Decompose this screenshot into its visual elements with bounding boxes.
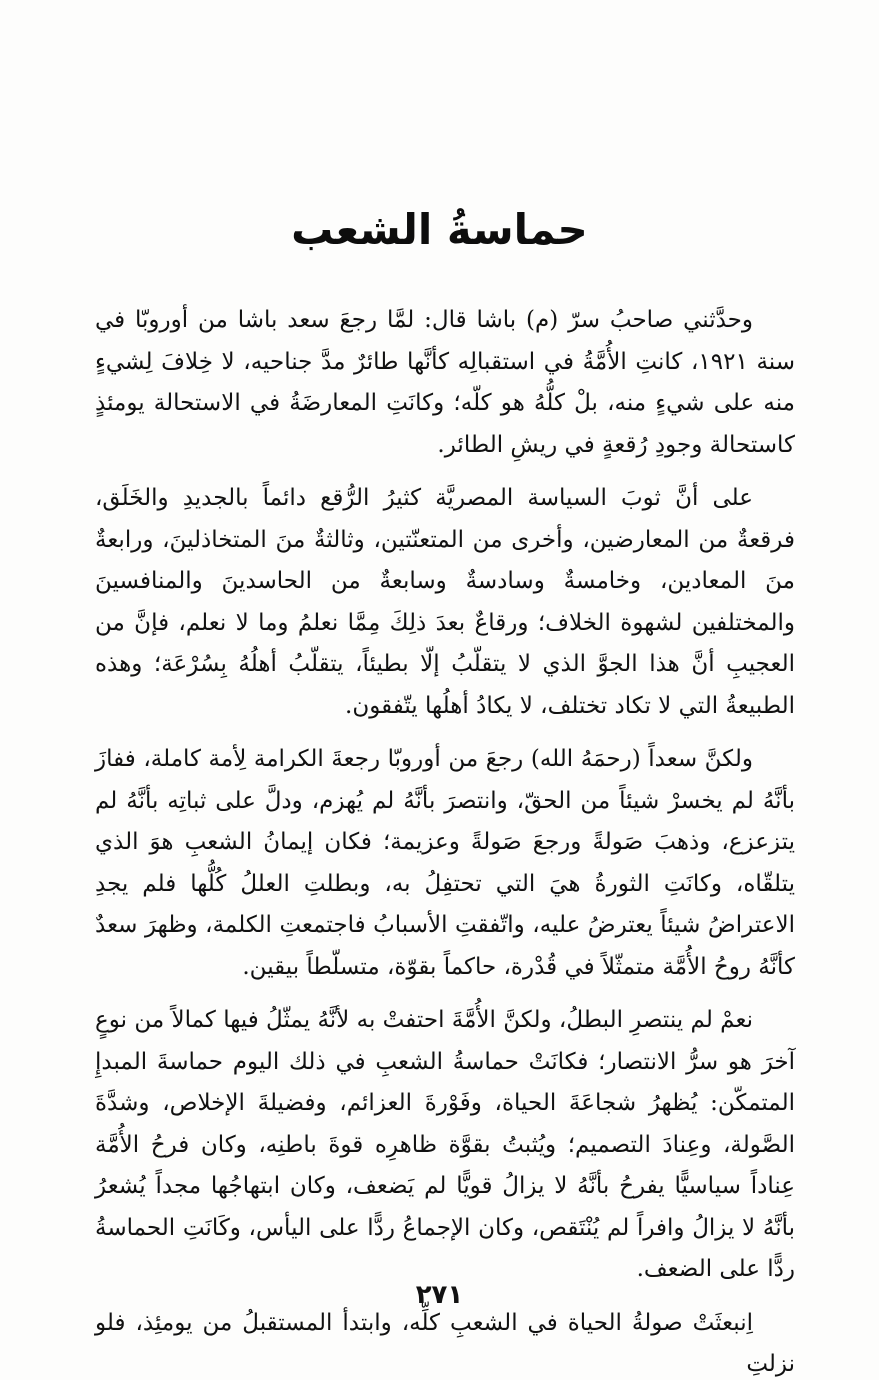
paragraph-2: على أنَّ ثوبَ السياسة المصريَّة كثيرُ الرُّقع دائماً بالجديدِ والخَلَق، فرقعةٌ من المعارضين، وأخرى من المتعنّتين، وثالثةٌ منَ المتخاذلينَ، ورابعةٌ منَ المعادين، وخامسةٌ وسادسةٌ وسابعةٌ من الحاسدينَ والمنافسينَ والمختلفين لشهوة الخلاف؛ ورقاعٌ بعدَ ذلِكَ مِمَّا نعلمُ وما لا نعلم، فإنَّ من العجيبِ أنَّ هذا الجوَّ الذي لا يتقلّبُ إلّا بطيئاً، يتقلّبُ أهلُهُ بِسُرْعَة؛ وهذه الطبيعةُ التي لا تكاد تختلف، لا يكادُ أهلُها يتّفقون. <box>95 485 795 719</box>
paragraph-3: ولكنَّ سعداً (رحمَهُ الله) رجعَ من أوروبّا رجعةَ الكرامة لِأمة كاملة، ففازَ بأنَّهُ لم يخسرْ شيئاً من الحقّ، وانتصرَ بأنَّهُ لم يُهزم، ودلَّ على ثباتِه بأنَّهُ لم يتزعزع، وذهبَ صَولةً ورجعَ صَولةً وعزيمة؛ فكان إيمانُ الشعبِ هوَ الذي يتلقّاه، وكانَتِ الثورةُ هيَ التي تحتفِلُ به، وبطلتِ العللُ كُلُّها فلم يجدِ الاعتراضُ شيئاً يعترضُ عليه، واتّفقتِ الأسبابُ فاجتمعتِ الكلمة، وظهرَ سعدٌ كأنَّهُ روحُ الأُمَّة متمثّلاً في قُدْرة، حاكماً بقوّة، متسلّطاً بيقين. <box>95 746 795 980</box>
paragraph-5: اِنبعثَتْ صولةُ الحياة في الشعبِ كلِّه، وابتدأ المستقبلُ من يومئِذ، فلو نزلتِ <box>95 1309 795 1377</box>
paragraph-1: وحدَّثني صاحبُ سرّ (م) باشا قال: لمَّا رجعَ سعد باشا من أوروبّا في سنة ١٩٢١، كانتِ الأُمَّةُ في استقبالِه كأنَّها طائرٌ مدَّ جناحيه، لا خِلافَ لِشيءٍ منه على شيءٍ منه، بلْ كلُّهُ هو كلّه؛ وكانَتِ المعارضَةُ في الاستحالة يومئذٍ كاستحالة وجودِ رُقعةٍ في ريشِ الطائر. <box>95 307 795 458</box>
paragraph-4: نعمْ لم ينتصرِ البطلُ، ولكنَّ الأُمَّةَ احتفتْ به لأنَّهُ يمثّلُ فيها كمالاً من نوعٍ آخرَ هو سرُّ الانتصار؛ فكانَتْ حماسةُ الشعبِ في ذلك اليوم حماسةَ المبدإِ المتمكّن: يُظهرُ شجاعَةَ الحياة، وفَوْرةَ العزائم، وفضيلةَ الإخلاص، وشدَّةَ الصَّولة، وعِنادَ التصميم؛ ويُثبتُ بقوَّة ظاهرِه قوةَ باطنِه، وكان فرحُ الأُمَّة عِناداً سياسيًّا يفرحُ بأنَّهُ لا يزالُ قويًّا لم يَضعف، وكان ابتهاجُها مجداً يُشعرُ بأنَّهُ لا يزالُ وافراً لم يُنْتَقص، وكان الإجماعُ ردًّا على اليأس، وكَانَتِ الحماسةُ ردًّا على الضعف. <box>95 1007 795 1282</box>
chapter-title: حماسةُ الشعب <box>291 205 588 254</box>
body-text <box>95 300 795 1398</box>
page-number: ٢٧١ <box>415 1280 464 1310</box>
